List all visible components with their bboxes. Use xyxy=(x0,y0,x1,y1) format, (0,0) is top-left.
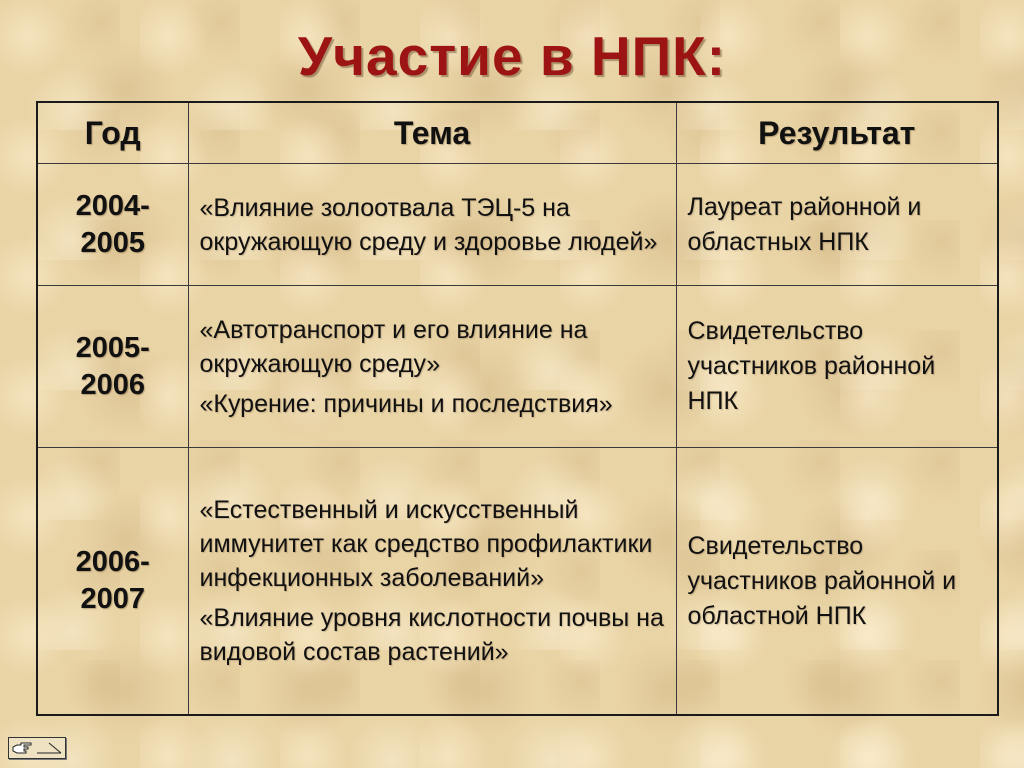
table-header-row xyxy=(37,102,998,164)
table-row xyxy=(37,448,998,716)
header-result: Результат xyxy=(676,102,998,164)
topic-text: «Влияние золоотвала ТЭЦ-5 на окружающую среду и здоровье людей» xyxy=(199,193,658,256)
table-row xyxy=(37,164,998,286)
topic-text: «Естественный и искусственный иммунитет как средство профилактики инфекционных заболеваний» xyxy=(199,496,653,592)
result-cell: Лауреат районной и областных НПК xyxy=(676,164,998,286)
pointing-hand-icon xyxy=(9,738,65,758)
slide-nav-button[interactable] xyxy=(8,737,66,759)
topic-text: «Автотранспорт и его влияние на окружающую среду» xyxy=(199,315,588,378)
year-cell xyxy=(37,448,188,716)
header-year: Год xyxy=(37,102,188,164)
result-cell: Свидетельство участников районной и областной НПК xyxy=(676,448,998,716)
topic-cell xyxy=(188,164,676,286)
topic-cell xyxy=(188,448,676,716)
topic-text: «Курение: причины и последствия» xyxy=(199,389,613,418)
result-cell: Свидетельство участников районной НПК xyxy=(676,286,998,448)
topic-cell xyxy=(188,286,676,448)
year-label: 2006- 2007 xyxy=(75,546,150,615)
header-topic: Тема xyxy=(188,102,676,164)
npk-table xyxy=(36,101,999,716)
year-cell xyxy=(37,286,188,448)
year-label: 2005- 2006 xyxy=(75,331,150,401)
table-row xyxy=(37,286,998,448)
topic-text: «Влияние уровня кислотности почвы на видовой состав растений» xyxy=(199,604,664,666)
page-title: Участие в НПК: xyxy=(297,25,727,87)
year-cell xyxy=(37,164,188,286)
year-label: 2004- 2005 xyxy=(75,189,150,259)
